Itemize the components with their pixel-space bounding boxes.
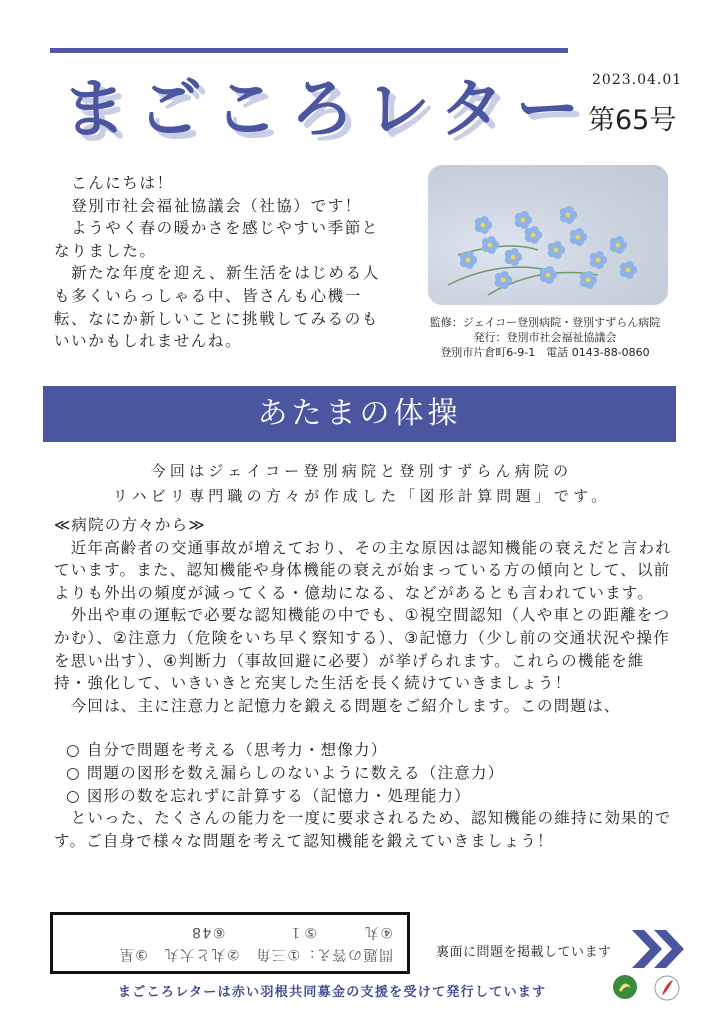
flower-center	[586, 278, 591, 283]
flower-center	[466, 258, 471, 263]
publication-info	[395, 315, 695, 360]
flower-center	[481, 223, 486, 228]
flower-center	[488, 243, 493, 248]
article-body	[54, 514, 674, 852]
social-welfare-council-logo-icon	[612, 974, 638, 1000]
article-paragraph: 近年高齢者の交通事故が増えており、その主な原因は認知機能の衰えだと言われています。また、認知機能や身体機能の衰えが始まっている方の傾向として、以前よりも外出の頻度が減ってくる・億劫になる、などがあるとも言われています。	[54, 538, 672, 602]
answer-line: 問題の答え：①三角 ②丸と大丸 ③星	[118, 946, 393, 962]
flower-center	[566, 213, 571, 218]
flower-center	[576, 235, 581, 240]
article-heading: ≪病院の方々から≫	[54, 516, 206, 534]
article-paragraph: 今回は、主に注意力と記憶力を鍛える問題をご紹介します。この問題は、	[54, 696, 621, 715]
flower-center	[531, 233, 536, 238]
supervision-line: 監修：ジェイコー登別病院・登別すずらん病院	[429, 316, 661, 329]
back-page-note: 裏面に問題を掲載しています	[436, 945, 612, 960]
flowers-illustration	[428, 165, 668, 305]
double-chevron-right-icon	[632, 930, 688, 968]
issue-date: 2023.04.01	[592, 72, 683, 88]
section-banner: あたまの体操	[43, 386, 676, 442]
intro-line: 新たな年度を迎え、新生活をはじめる人も多くいらっしゃる中、皆さんも心機一転、なにか新しいことに挑戦してみるのもいいかもしれませんね。	[54, 264, 380, 351]
issue-number: 第65号	[588, 105, 677, 136]
answer-box	[50, 912, 410, 974]
flower-center	[616, 243, 621, 248]
intro-line: 登別市社会福祉協議会（社協）です！	[54, 196, 362, 215]
footer-note: まごころレターは赤い羽根共同募金の支援を受けて発行しています	[118, 985, 547, 1000]
answer-line: ④丸 ⑤１ ⑥48	[190, 924, 393, 940]
address-line: 登別市片倉町6-9-1 電話 0143-88-0860	[440, 346, 650, 359]
flower-center	[626, 268, 631, 273]
article-paragraph: 外出や車の運転で必要な認知機能の中でも、①視空間認知（人や車との距離をつかむ）、②注意力（危険をいち早く察知する）、③記憶力（少し前の交通状況や操作を思い出す）、④判断力（事故回避に必要）が挙げられます。これらの機能を維持・強化して、いきいきと充実した生活を長く続けていきましょう！	[54, 606, 671, 693]
flower-center	[546, 273, 551, 278]
red-feather-logo-icon	[654, 975, 680, 1001]
flower-center	[596, 258, 601, 263]
list-item: ○ 図形の数を忘れずに計算する（記憶力・処理能力）	[66, 786, 471, 805]
intro-line: ようやく春の暖かさを感じやすい季節となりました。	[54, 219, 379, 260]
publisher-line: 発行：登別市社会福祉協議会	[473, 331, 617, 344]
list-item: ○ 自分で問題を考える（思考力・想像力）	[66, 741, 388, 760]
upside-down-answers	[53, 915, 407, 971]
header-rule	[50, 48, 568, 53]
list-item: ○ 問題の図形を数え漏らしのないように数える（注意力）	[66, 763, 505, 782]
lead-text	[40, 459, 683, 509]
intro-text	[54, 172, 382, 353]
flower-center	[511, 255, 516, 260]
forget-me-not-flowers-photo	[428, 165, 668, 305]
newsletter-title: まごころレター	[62, 73, 592, 147]
lead-line-1: 今回はジェイコー登別病院と登別すずらん病院の	[150, 462, 573, 480]
intro-line: こんにちは！	[54, 174, 174, 192]
flower-center	[501, 278, 506, 283]
closing-paragraph: といった、たくさんの能力を一度に要求されるため、認知機能の維持に効果的です。ご自身で様々な問題を考えて認知機能を鍛えていきましょう！	[54, 809, 672, 850]
ability-list	[66, 739, 674, 807]
flower-center	[554, 248, 559, 253]
lead-line-2: リハビリ専門職の方々が作成した「図形計算問題」です。	[112, 487, 611, 505]
flower-center	[521, 218, 526, 223]
